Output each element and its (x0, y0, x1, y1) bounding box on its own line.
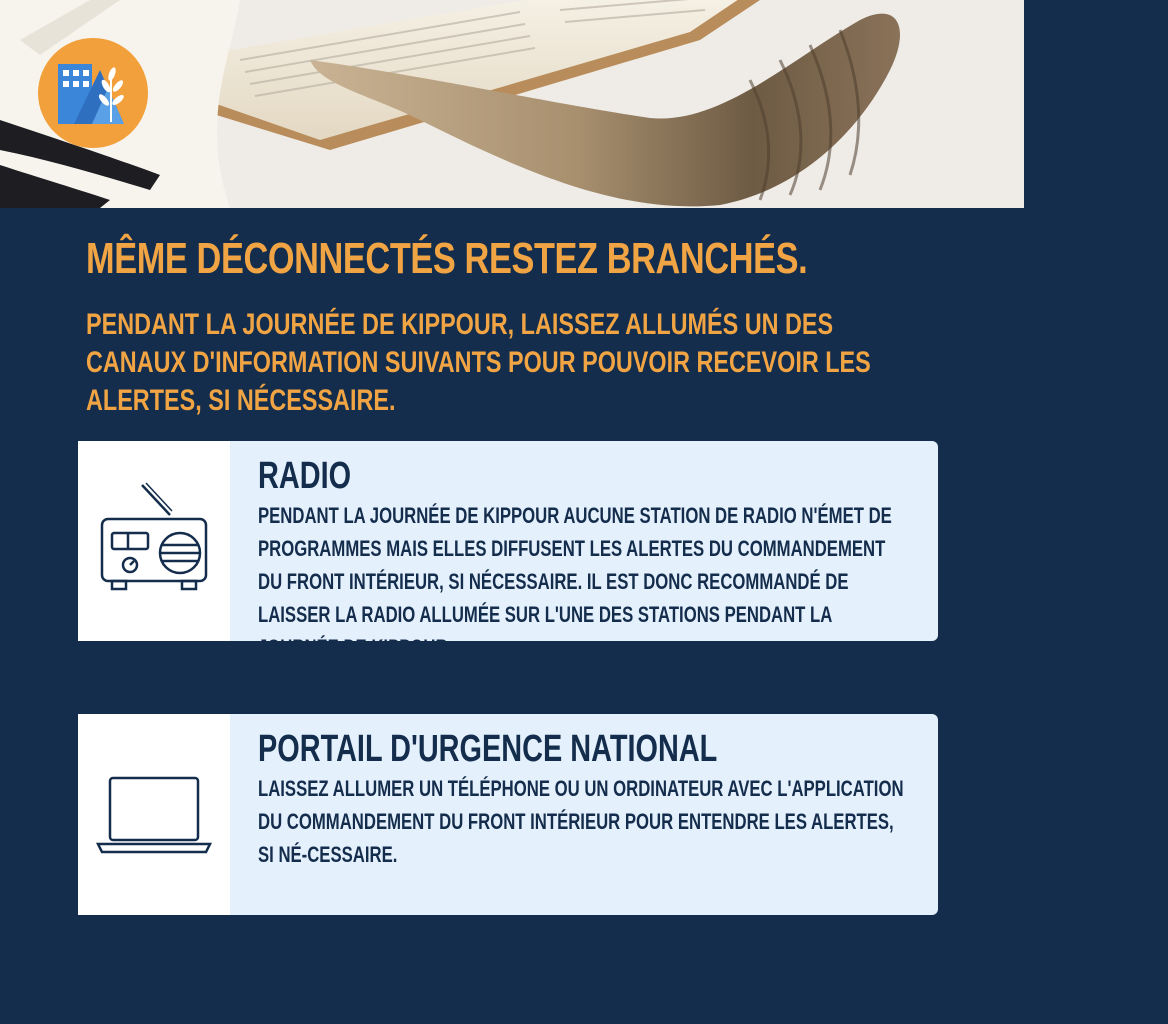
icon-cell (78, 714, 230, 915)
shofar-book-illustration (0, 0, 1024, 208)
card-title: PORTAIL D'URGENCE NATIONAL (258, 728, 718, 770)
page-title: MÊME DÉCONNECTÉS RESTEZ BRANCHÉS. (86, 234, 808, 283)
card-text (230, 714, 1168, 915)
logo (38, 38, 148, 148)
page-subtitle: PENDANT LA JOURNÉE DE KIPPOUR, LAISSEZ ALLUMÉS UN DES CANAUX D'INFORMATION SUIVANTS POUR POUVOIR RECEVOIR LES ALERTES, SI NÉCESSAIRE. (86, 308, 871, 417)
info-card-radio (78, 441, 938, 660)
card-title: RADIO (258, 455, 352, 497)
laptop-icon (94, 770, 214, 860)
home-front-command-logo-icon (52, 52, 134, 134)
radio-icon (98, 481, 210, 601)
card-body: PENDANT LA JOURNÉE DE KIPPOUR AUCUNE STATION DE RADIO N'ÉMET DE PROGRAMMES MAIS ELLES DIFFUSENT LES ALERTES DU COMMANDEMENT DU FRONT INTÉRIEUR, SI NÉCESSAIRE. IL EST DONC RECOMMANDÉ DE LAISSER LA RADIO ALLUMÉE SUR L'UNE DES STATIONS PENDANT LA JOURNÉE DE KIPPOUR. (258, 503, 892, 660)
hero-image (0, 0, 1024, 208)
info-card-portal (78, 714, 938, 915)
card-body: LAISSEZ ALLUMER UN TÉLÉPHONE OU UN ORDINATEUR AVEC L'APPLICATION DU COMMANDEMENT DU FRONT INTÉRIEUR POUR ENTENDRE LES ALERTES, SI NÉ-CESSAIRE. (258, 776, 904, 867)
icon-cell (78, 441, 230, 641)
card-text (230, 441, 1168, 660)
